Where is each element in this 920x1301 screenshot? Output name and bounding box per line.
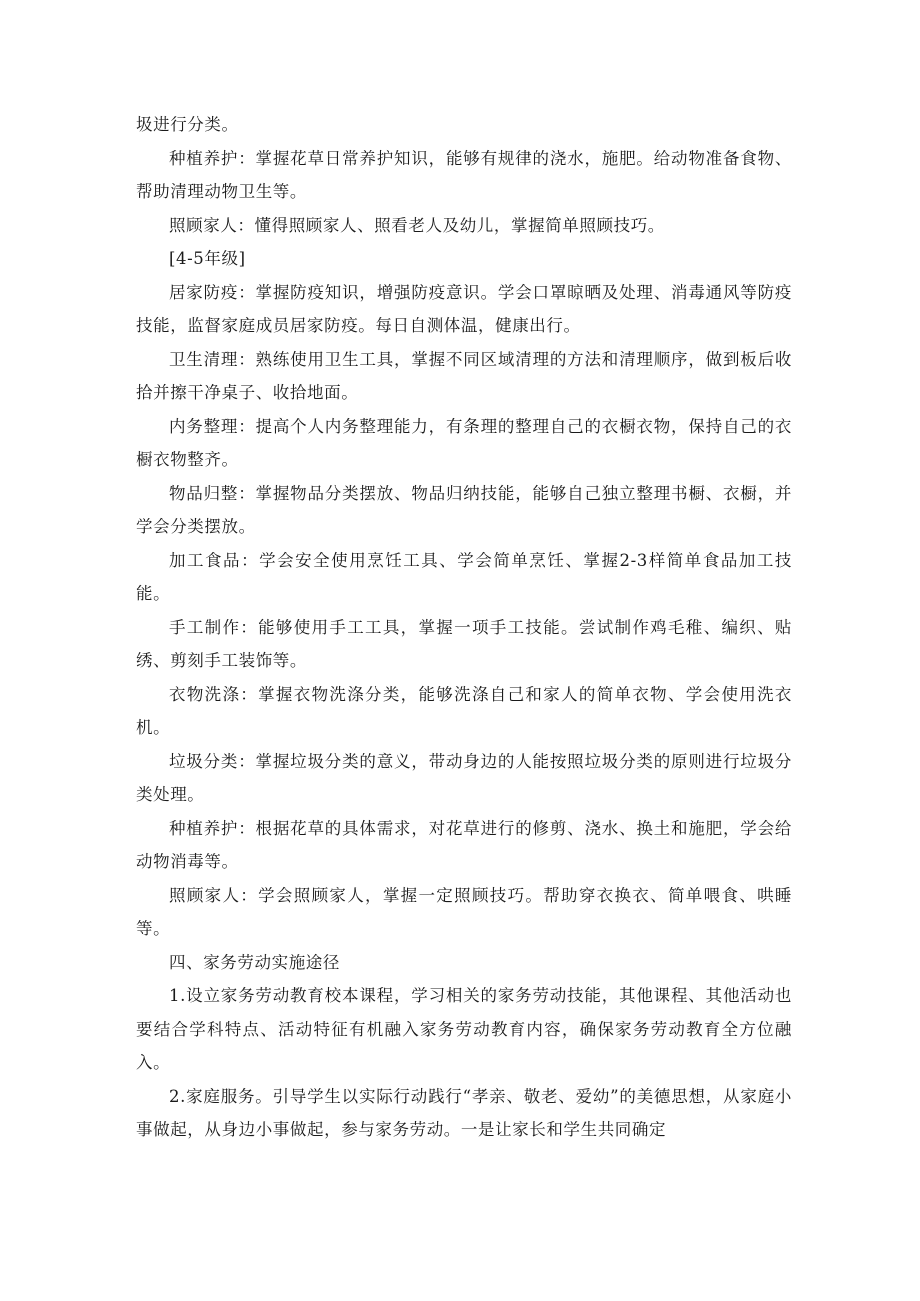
paragraph: 种植养护：根据花草的具体需求，对花草进行的修剪、浇水、换土和施肥，学会给动物消毒等。 bbox=[136, 818, 792, 871]
paragraph: 垃圾分类：掌握垃圾分类的意义，带动身边的人能按照垃圾分类的原则进行垃圾分类处理。 bbox=[136, 751, 792, 804]
paragraph: 照顾家人：懂得照顾家人、照看老人及幼儿，掌握简单照顾技巧。 bbox=[169, 215, 665, 235]
paragraph: [4-5年级] bbox=[169, 249, 246, 268]
paragraph: 2.家庭服务。引导学生以实际行动践行“孝亲、敬老、爱幼”的美德思想，从家庭小事做起，从身边小事做起，参与家务劳动。一是让家长和学生共同确定 bbox=[136, 1086, 792, 1139]
paragraph: 圾进行分类。 bbox=[136, 115, 239, 134]
document-body bbox=[136, 108, 792, 1147]
paragraph: 种植养护：掌握花草日常养护知识，能够有规律的浇水，施肥。给动物准备食物、帮助清理动物卫生等。 bbox=[136, 148, 792, 201]
paragraph: 衣物洗涤：掌握衣物洗涤分类，能够洗涤自己和家人的简单衣物、学会使用洗衣机。 bbox=[136, 684, 792, 737]
paragraph: 1.设立家务劳动教育校本课程，学习相关的家务劳动技能，其他课程、其他活动也要结合学科特点、活动特征有机融入家务劳动教育内容，确保家务劳动教育全方位融入。 bbox=[136, 986, 792, 1072]
paragraph: 内务整理：提高个人内务整理能力，有条理的整理自己的衣橱衣物，保持自己的衣橱衣物整齐。 bbox=[136, 416, 792, 469]
paragraph: 四、家务劳动实施途径 bbox=[169, 952, 340, 972]
paragraph: 加工食品：学会安全使用烹饪工具、学会简单烹饪、掌握2-3样简单食品加工技能。 bbox=[136, 550, 792, 603]
paragraph: 照顾家人：学会照顾家人，掌握一定照顾技巧。帮助穿衣换衣、简单喂食、哄睡等。 bbox=[136, 885, 792, 938]
paragraph: 卫生清理：熟练使用卫生工具，掌握不同区域清理的方法和清理顺序，做到板后收拾并擦干净桌子、收拾地面。 bbox=[136, 349, 792, 402]
paragraph: 手工制作：能够使用手工工具，掌握一项手工技能。尝试制作鸡毛稚、编织、贴绣、剪刻手工装饰等。 bbox=[136, 617, 792, 670]
paragraph: 物品归整：掌握物品分类摆放、物品归纳技能，能够自己独立整理书橱、衣橱，并学会分类摆放。 bbox=[136, 483, 792, 536]
paragraph: 居家防疫：掌握防疫知识，增强防疫意识。学会口罩晾晒及处理、消毒通风等防疫技能，监督家庭成员居家防疫。每日自测体温，健康出行。 bbox=[136, 282, 792, 335]
